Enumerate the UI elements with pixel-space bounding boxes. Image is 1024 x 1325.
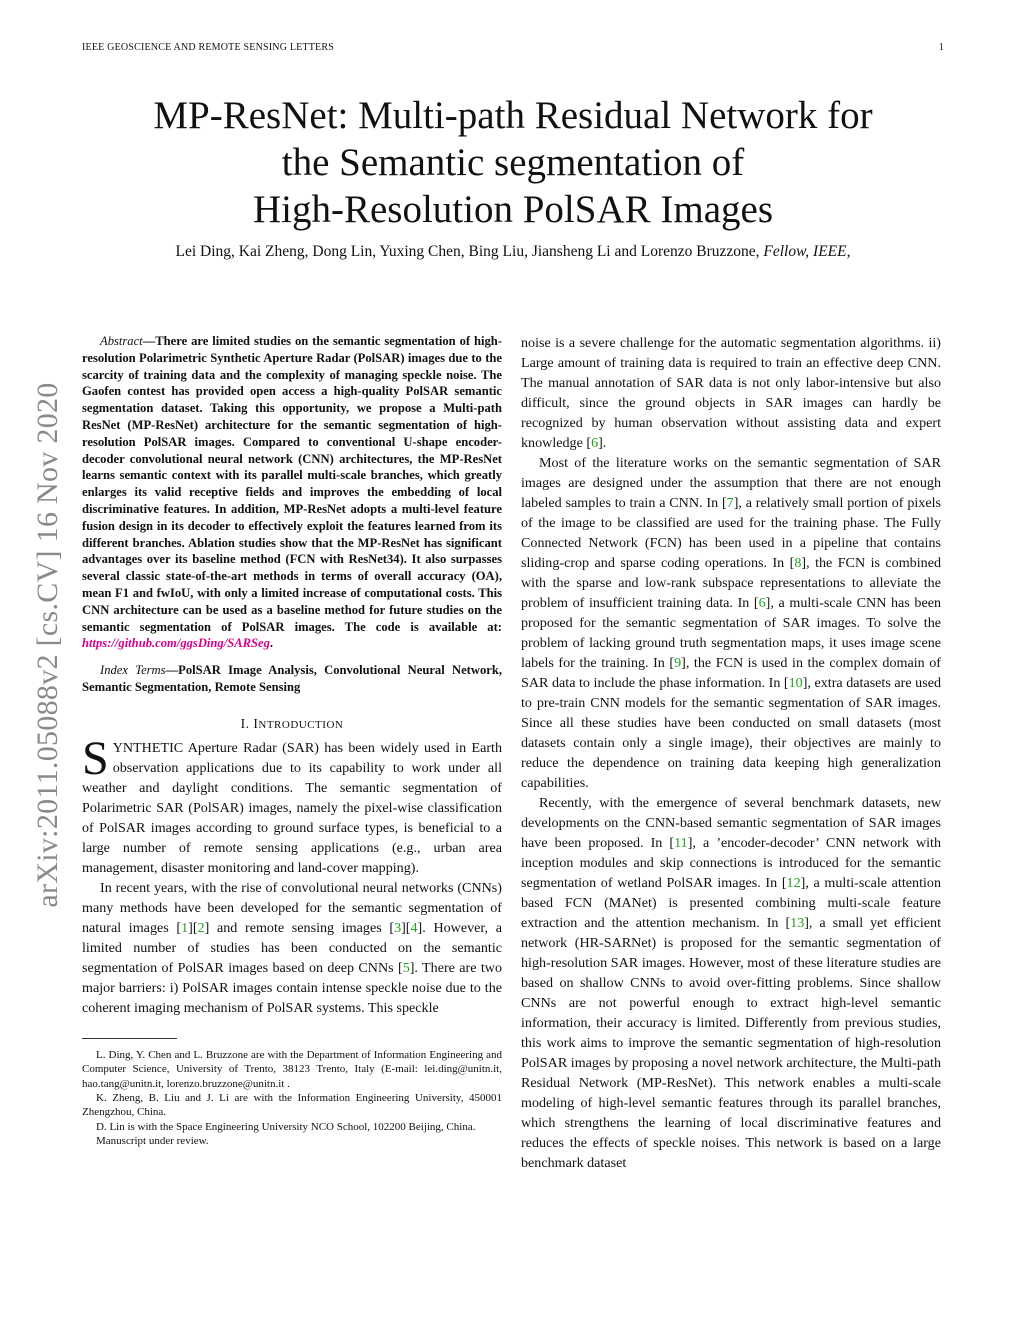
arxiv-stamp-text: arXiv:2011.05088v2 [cs.CV] 16 Nov 2020 [31, 382, 64, 908]
citation-6[interactable]: 6 [591, 435, 599, 451]
footnote-rule [82, 1038, 177, 1039]
right-p3-text-b: ], a ’encoder-decoder’ CNN network with inception modules and skip connections is introduced for the semantic segmentation of wetland PolSAR images. In [ [521, 835, 941, 891]
code-link[interactable]: https://github.com/ggsDing/SARSeg [82, 636, 270, 651]
intro-p2-text-b: ][ [188, 919, 198, 936]
citation-3[interactable]: 3 [394, 919, 402, 936]
section-numeral: I. [240, 715, 254, 731]
right-p3-text-d: ], a small yet efficient network (HR-SARNet) is proposed for the semantic segmentation of high-resolution SAR images. However, most of these literature studies are based on shallow CNNs to avoid over-fitting problems. Since shallow CNNs are not powerful enough to extract high-level semantic information, their accuracy is limited. Differently from previous studies, this work aims to improve the semantic segmentation of high-resolution PolSAR images by proposing a novel network architecture, the Multi-path Residual Network (MP-ResNet). This network enables a multi-scale modeling of high-level semantic features through its parallel branches, which strengthens the learning of local discriminative features and reduces the effects of speckle noises. This network is based on a large benchmark dataset [521, 915, 941, 1171]
right-p2-text-b: ], a relatively small portion of pixels of the image to be classified are used for the training phase. The Fully Connected Network (FCN) has been used in a pipeline that contains sliding-crop and sparse coding operations. In [ [521, 495, 941, 571]
citation-8[interactable]: 8 [794, 555, 802, 571]
intro-p2-text-c: ] and remote sensing images [ [204, 919, 395, 936]
author-names: Lei Ding, Kai Zheng, Dong Lin, Yuxing Chen, Bing Liu, Jiansheng Li and Lorenzo Bruzzone, [175, 243, 764, 260]
title-line-2: the Semantic segmentation of [281, 141, 745, 184]
citation-4[interactable]: 4 [410, 919, 418, 936]
citation-2[interactable]: 2 [197, 919, 205, 936]
right-p1-text-a: noise is a severe challenge for the automatic segmentation algorithms. ii) Large amount of training data is required to train an effective deep CNN. The manual annotation of SAR data is not only labor-intensive but also difficult, since the ground objects in SAR images can hardly be recognized by human observation without assisting data and expert knowledge [ [521, 335, 941, 451]
index-terms [82, 662, 502, 696]
left-column [82, 333, 502, 1149]
footnote-4: Manuscript under review. [96, 1135, 209, 1148]
author-honor: Fellow, IEEE, [763, 243, 851, 260]
index-terms-dash: — [165, 663, 179, 678]
right-paragraph-1 [521, 333, 941, 453]
journal-name: IEEE GEOSCIENCE AND REMOTE SENSING LETTERS [82, 42, 334, 53]
right-p2-text-e: ], the FCN is used in the complex domain of SAR data to include the phase information. In [ [521, 655, 941, 691]
abstract [82, 333, 502, 652]
introduction-body [82, 731, 502, 1018]
running-head [82, 42, 944, 56]
section-rest: NTRODUCTION [258, 718, 344, 731]
right-p3-text-a: Recently, with the emergence of several benchmark datasets, new developments on the CNN-based semantic segmentation of SAR images have been proposed. In [ [521, 795, 941, 851]
intro-paragraph-2 [82, 878, 502, 1018]
section-heading-introduction [82, 716, 502, 732]
right-column [521, 333, 941, 1173]
page-number: 1 [938, 42, 944, 53]
intro-p2-text-e: ]. However, a limited number of studies has been conducted on the semantic segmentation of PolSAR images based on deep CNNs [ [82, 919, 502, 976]
right-p2-text-a: Most of the literature works on the semantic segmentation of SAR images are designed under the assumption that there are not enough labeled samples to train a CNN. In [ [521, 455, 941, 511]
citation-13[interactable]: 13 [790, 915, 805, 931]
abstract-text: There are limited studies on the semantic segmentation of high-resolution Polarimetric Synthetic Aperture Radar (PolSAR) images due to the scarcity of training data and the complexity of managing speckle noise. The Gaofen contest has provided open access a high-quality PolSAR semantic segmentation dataset. Taking this opportunity, we propose a Multi-path ResNet (MP-ResNet) architecture for the semantic segmentation of high-resolution PolSAR images. Compared to conventional U-shape encoder-decoder convolutional neural network (CNN) architectures, the MP-ResNet learns semantic context with its parallel multi-scale branches, which greatly enlarges its valid receptive fields and improves the embedding of local discriminative features. In addition, MP-ResNet adopts a multi-level feature fusion design in its decoder to effectively exploit the features learned from its different branches. Ablation studies show that the MP-ResNet has significant advantages over its baseline method (FCN with ResNet34). It also surpasses several classic state-of-the-art methods in terms of overall accuracy (OA), mean F1 and fwIoU, with only a limited increase of computational costs. This CNN architecture can be used as a baseline method for future studies on the semantic segmentation of PolSAR images. The code is available at: [82, 334, 502, 634]
right-paragraph-2 [521, 453, 941, 793]
author-list [82, 243, 944, 261]
citation-12[interactable]: 12 [786, 875, 801, 891]
citation-9[interactable]: 9 [674, 655, 682, 671]
title-line-1: MP-ResNet: Multi-path Residual Network for [153, 94, 873, 137]
citation-10[interactable]: 10 [788, 675, 803, 691]
intro-p2-text-f: ]. There are two major barriers: i) PolSAR images contain intense speckle noise due to the coherent imaging mechanism of PolSAR systems. This speckle [82, 959, 502, 1016]
right-p3-text-c: ], a multi-scale attention based FCN (MANet) is presented combining multi-scale feature extraction and the attention mechanism. In [ [521, 875, 941, 931]
paper-title [82, 92, 944, 233]
citation-1[interactable]: 1 [181, 919, 189, 936]
drop-cap: S [82, 731, 109, 785]
abstract-label: Abstract [100, 334, 143, 348]
abstract-dash: — [142, 334, 156, 348]
intro-p2-text-d: ][ [401, 919, 411, 936]
arxiv-stamp [28, 345, 68, 945]
citation-7[interactable]: 7 [726, 495, 734, 511]
index-terms-text: PolSAR Image Analysis, Convolutional Neural Network, Semantic Segmentation, Remote Sensing [82, 663, 502, 694]
intro-p2-text-a: In recent years, with the rise of convolutional neural networks (CNNs) many methods have been developed for the semantic segmentation of natural images [ [82, 879, 502, 936]
right-p2-text-f: ], extra datasets are used to pre-train CNN models for the semantic segmentation of SAR images. Since all these studies have been conducted on small datasets (most datasets contain only a single image), their objectives are mainly to reduce the dependence on training data keeping high generalization capabilities. [521, 675, 941, 791]
intro-p1-text: YNTHETIC Aperture Radar (SAR) has been widely used in Earth observation applications due to its capability to work under all weather and daylight conditions. The semantic segmentation of Polarimetric SAR (PolSAR) images, namely the pixel-wise classification of PolSAR images according to ground surface types, is beneficial to a large number of remote sensing applications (e.g., urban area management, disaster monitoring and land-cover mapping). [82, 739, 502, 876]
title-line-3: High-Resolution PolSAR Images [252, 188, 773, 231]
right-p2-text-c: ], the FCN is combined with the sparse and low-rank subspace representations to alleviate the problem of insufficient training data. In [ [521, 555, 941, 611]
intro-paragraph-1 [82, 731, 502, 878]
index-terms-label: Index Terms [100, 663, 166, 678]
section-initial: I [253, 715, 259, 731]
footnotes [82, 1048, 502, 1149]
citation-6b[interactable]: 6 [758, 595, 766, 611]
footnote-3: D. Lin is with the Space Engineering University NCO School, 102200 Beijing, China. [96, 1120, 476, 1133]
abstract-end: . [269, 636, 274, 651]
footnote-2: K. Zheng, B. Liu and J. Li are with the Information Engineering University, 450001 Zhengzhou, China. [82, 1091, 502, 1119]
footnote-1: L. Ding, Y. Chen and L. Bruzzone are with the Department of Information Engineering and Computer Science, University of Trento, 38123 Trento, Italy (E-mail: lei.ding@unitn.it, hao.tang@unitn.it, lorenzo.bruzzone@unitn.it . [82, 1048, 502, 1090]
citation-5[interactable]: 5 [402, 959, 410, 976]
citation-11[interactable]: 11 [674, 835, 688, 851]
right-p2-text-d: ], a multi-scale CNN has been proposed for the semantic segmentation of SAR images. To solve the problem of lacking ground truth segmentation maps, it uses image scene labels for the training. In [ [521, 595, 942, 671]
right-p1-text-b: ]. [598, 435, 607, 451]
right-paragraph-3 [521, 793, 941, 1173]
